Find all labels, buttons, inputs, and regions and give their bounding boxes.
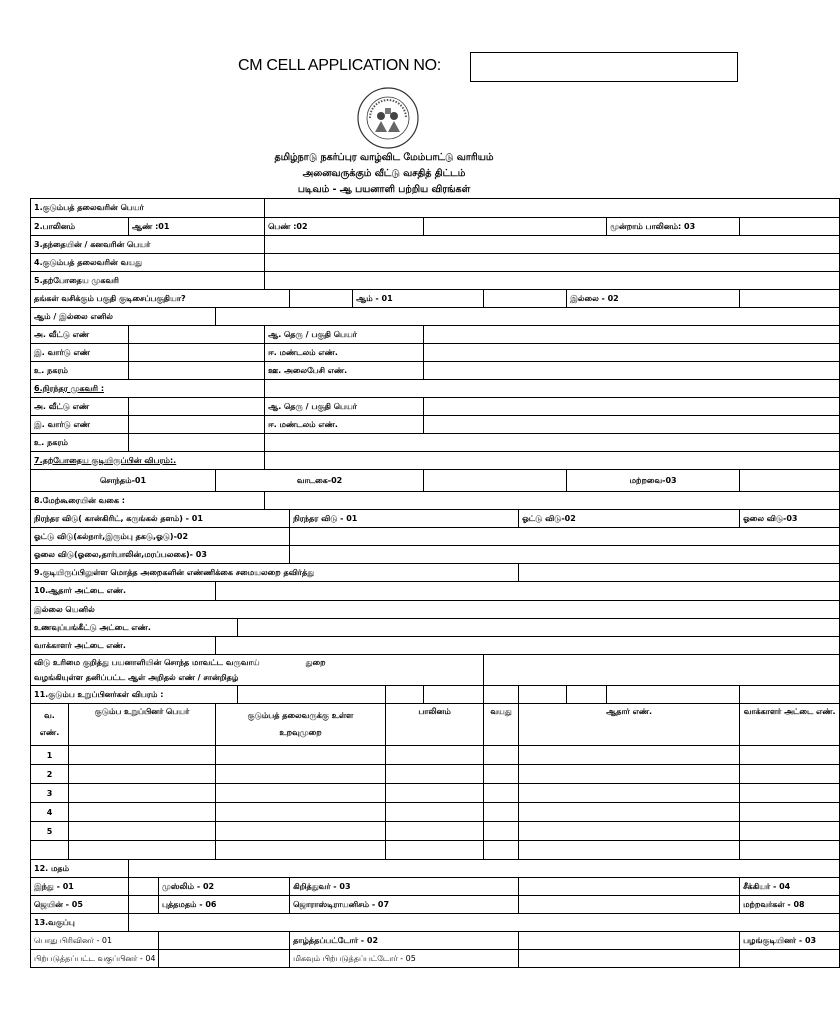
current-ward-no-field[interactable] [129,344,265,362]
member-row-sn: 3 [31,784,69,803]
roof-permanent-option[interactable]: நிரந்தர விடு - 01 [290,510,519,528]
member-age-field[interactable] [484,822,519,841]
member-relation-field[interactable] [216,784,386,803]
current-street-field[interactable] [424,326,840,344]
members-sn-header [31,704,69,746]
members-aadhaar-header: ஆதார் எண். [519,704,740,746]
member-gender-field[interactable] [386,765,484,784]
permanent-street-label: ஆ. தெரு / பகுதி பெயர் [265,398,424,416]
head-age-field[interactable] [265,254,840,272]
religion-zoroastrian-option[interactable]: ஜொராஸ்டிராயனிசம் - 07 [290,896,519,914]
scheme-title: அனைவருக்கும் வீட்டு வசதித் திட்டம் [302,168,466,179]
slum-question-label: தங்கள் வசிக்கும் பகுதி குடிசைப்பகுதியா? [31,290,290,308]
gender-female-box[interactable] [424,218,607,236]
residence-other-box[interactable] [740,470,840,492]
total-rooms-field[interactable] [519,564,840,582]
mobile-no-field[interactable] [424,362,840,380]
member-row-sn: 1 [31,746,69,765]
identity-certificate-line2: வழங்கியுள்ள தனிப்பட்ட ஆள் அறிதல் எண் / சான்றிதழ் [34,673,239,682]
slum-yes-option[interactable]: ஆம் - 01 [353,290,484,308]
member-aadhaar-field[interactable] [519,746,740,765]
head-of-family-name-field[interactable] [265,199,840,218]
current-door-no-field[interactable] [129,326,265,344]
voter-id-no-field[interactable] [216,637,840,655]
residence-rent-option[interactable]: வாடகை-02 [216,470,424,492]
current-city-label: உ. நகரம் [31,362,129,380]
application-number-label: CM CELL APPLICATION NO: [238,57,441,74]
members-relation-header-line2: உறவுமுறை [279,728,322,737]
slum-question-box[interactable] [290,290,353,308]
current-zone-no-label: ஈ. மண்டலம் எண். [265,344,424,362]
current-city-field[interactable] [129,362,265,380]
if-not-available-label: இல்லை யெனில் [31,601,840,619]
member-age-field[interactable] [484,765,519,784]
member-relation-field[interactable] [216,841,386,860]
member-gender-field[interactable] [386,784,484,803]
permanent-zone-no-field[interactable] [424,416,840,434]
current-door-no-label: அ. வீட்டு எண் [31,326,129,344]
community-mbc-box[interactable] [519,950,740,968]
yes-no-if-field[interactable] [216,308,840,326]
form-title: படிவம் - ஆ பயனாளி பற்றிய விரங்கள் [297,184,471,195]
member-gender-field[interactable] [386,803,484,822]
religion-jain-box[interactable] [129,896,159,914]
roof-type-field[interactable] [265,492,840,510]
member-voter-id-field[interactable] [740,765,840,784]
gender-third-option[interactable]: மூன்றாம் பாலினம்: 03 [607,218,740,236]
member-voter-id-field[interactable] [740,746,840,765]
members-relation-header [216,704,386,746]
community-sc-option[interactable]: தாழ்த்தப்பட்டோர் - 02 [290,932,519,950]
residence-other-option[interactable]: மற்றவை-03 [567,470,740,492]
member-relation-field[interactable] [216,765,386,784]
community-st-option[interactable]: பழங்குடியினர் - 03 [740,932,840,950]
member-name-field[interactable] [69,822,216,841]
ration-card-no-label: உணவுப்பங்கீட்டு அட்டை எண். [31,619,238,637]
member-age-field[interactable] [484,841,519,860]
current-ward-no-label: இ. வார்டு எண் [31,344,129,362]
religion-christian-option[interactable]: கிறித்துவர் - 03 [290,878,519,896]
permanent-zone-no-label: ஈ. மண்டலம் எண். [265,416,424,434]
member-aadhaar-field[interactable] [519,841,740,860]
members-relation-header-line1: குடும்பத் தலைவருக்கு உள்ள [247,711,354,720]
community-extra-box[interactable] [740,950,840,968]
religion-buddhist-option[interactable]: புத்தமதம் - 06 [159,896,290,914]
family-members-cell [484,686,519,704]
residence-owned-option[interactable]: சொந்தம்-01 [31,470,216,492]
current-street-label: ஆ. தெரு / பகுதி பெயர் [265,326,424,344]
religion-hindu-option[interactable]: இந்து - 01 [31,878,129,896]
member-voter-id-field[interactable] [740,803,840,822]
application-number-field[interactable] [470,52,738,82]
members-name-header: குடும்ப உறுப்பினர் பெயர் [69,704,216,746]
family-members-cell [386,686,424,704]
permanent-ward-no-field[interactable] [129,416,265,434]
tnuhdb-seal-icon [356,86,420,150]
permanent-address-field[interactable] [265,380,840,398]
gender-male-option[interactable]: ஆண் :01 [129,218,265,236]
member-relation-field[interactable] [216,822,386,841]
permanent-city-field[interactable] [129,434,265,452]
member-voter-id-field[interactable] [740,784,840,803]
slum-yes-box[interactable] [484,290,567,308]
residence-rent-box[interactable] [424,470,567,492]
family-members-cell [567,686,607,704]
member-row-sn: 5 [31,822,69,841]
roof-thatched-detail-option[interactable]: ஓலை விடு(ஓலை,தார்பாலின்,மரப்பலகை)- 03 [31,546,290,564]
residence-details-field[interactable] [265,452,840,470]
member-age-field[interactable] [484,803,519,822]
community-field[interactable] [129,914,840,932]
community-label: 13.வகுப்பு [31,914,129,932]
religion-field[interactable] [129,860,840,878]
member-relation-field[interactable] [216,803,386,822]
religion-jain-option[interactable]: ஜெயின் - 05 [31,896,129,914]
member-aadhaar-field[interactable] [519,822,740,841]
roof-permanent-concrete-option[interactable]: நிரந்தர விடு( கான்கிரிட், கருங்கல் தளம்) - 01 [31,510,290,528]
ration-card-no-field[interactable] [238,619,840,637]
member-aadhaar-field[interactable] [519,784,740,803]
identity-certificate-label [31,655,484,686]
aadhaar-no-field[interactable] [216,582,840,601]
current-zone-no-field[interactable] [424,344,840,362]
family-members-cell [740,686,840,704]
permanent-ward-no-label: இ. வார்டு எண் [31,416,129,434]
family-members-cell [238,686,386,704]
roof-tiled-option[interactable]: ஓட்டு விடு-02 [519,510,740,528]
roof-thatched-detail-field[interactable] [290,546,840,564]
member-aadhaar-field[interactable] [519,765,740,784]
member-gender-field[interactable] [386,746,484,765]
community-bc-option[interactable]: பிற்படுத்தப்பட்ட வகுப்பினர் - 04 [31,950,159,968]
members-sn-header-line1: வ. [44,711,55,720]
religion-hindu-box[interactable] [129,878,159,896]
father-husband-name-label: 3.தந்தையின் / கனவரின் பெயர் [31,236,265,254]
gender-third-box[interactable] [740,218,840,236]
members-voter-id-header: வாக்காளர் அட்டை எண். [740,704,840,746]
aadhaar-no-label: 10.ஆதார் அட்டை எண். [31,582,216,601]
roof-tiled-detail-field[interactable] [290,528,840,546]
gender-female-option[interactable]: பெண் :02 [265,218,424,236]
members-sn-header-line2: எண். [39,728,60,737]
community-bc-box[interactable] [159,950,290,968]
slum-no-option[interactable]: இல்லை - 02 [567,290,740,308]
roof-thatched-option[interactable]: ஓலை விடு-03 [740,510,840,528]
permanent-city-extra[interactable] [265,434,840,452]
religion-label: 12. மதம் [31,860,129,878]
application-form-table [30,198,840,968]
community-sc-box[interactable] [519,932,740,950]
members-gender-header: பாலினம் [386,704,484,746]
family-members-cell [424,686,484,704]
religion-sikh-option[interactable]: சீக்கியர் - 04 [740,878,840,896]
member-name-field[interactable] [69,803,216,822]
member-row-sn: 4 [31,803,69,822]
member-voter-id-field[interactable] [740,841,840,860]
member-name-field[interactable] [69,765,216,784]
member-name-field[interactable] [69,746,216,765]
total-rooms-label: 9.குடியிருப்பிலுள்ள மொத்த அறைகளின் எண்ணிக்கை சமையலறை தவிர்த்து [31,564,519,582]
permanent-address-label: 6.நிரந்தர முகவரி : [31,380,265,398]
permanent-street-field[interactable] [424,398,840,416]
gender-label: 2.பாலினம் [31,218,129,236]
mobile-no-label: ஊ. அலைபேசி எண். [265,362,424,380]
member-name-field[interactable] [69,841,216,860]
father-husband-name-field[interactable] [265,236,840,254]
member-age-field[interactable] [484,746,519,765]
community-general-box[interactable] [159,932,290,950]
member-aadhaar-field[interactable] [519,803,740,822]
member-voter-id-field[interactable] [740,822,840,841]
yes-no-if-label: ஆம் / இல்லை எனில் [31,308,216,326]
member-relation-field[interactable] [216,746,386,765]
member-gender-field[interactable] [386,841,484,860]
family-members-cell [607,686,740,704]
residence-details-label: 7.தற்போதைய குடியிருப்பின் விபரம்:. [31,452,265,470]
permanent-door-no-label: அ. வீட்டு எண் [31,398,129,416]
identity-certificate-line1: விடு உரிமை குறித்து பயனாளியின் சொந்த மாவட்ட வருவாய் [34,658,260,667]
current-address-field[interactable] [265,272,840,290]
current-address-label: 5.தற்போதைய முகவரி [31,272,265,290]
family-members-label: 11.குடும்ப உறுப்பினர்கள் விபரம் : [31,686,238,704]
permanent-door-no-field[interactable] [129,398,265,416]
religion-others-option[interactable]: மற்றவர்கள் - 08 [740,896,840,914]
identity-certificate-dept: துறை [305,658,326,667]
roof-tiled-detail-option[interactable]: ஓட்டு விடு(கல்நார்,இரும்பு தகடு,ஓடு)-02 [31,528,290,546]
members-age-header: வயது [484,704,519,746]
head-age-label: 4.குடும்பத் தலைவரின் வயது [31,254,265,272]
permanent-city-label: உ. நகரம் [31,434,129,452]
community-general-option[interactable]: பொது பிரிவினர் - 01 [31,932,159,950]
identity-certificate-field[interactable] [484,655,840,686]
voter-id-no-label: வாக்காளர் அட்டை எண். [31,637,216,655]
head-of-family-name-label: 1.குடும்பத் தலைவரின் பெயர் [31,199,265,218]
member-age-field[interactable] [484,784,519,803]
family-members-cell [519,686,567,704]
member-row-sn [31,841,69,860]
religion-muslim-option[interactable]: முஸ்லிம் - 02 [159,878,290,896]
religion-christian-box[interactable] [519,878,740,896]
religion-zoroastrian-box[interactable] [519,896,740,914]
member-name-field[interactable] [69,784,216,803]
board-title: தமிழ்நாடு நகர்ப்புர வாழ்விட மேம்பாட்டு வாரியம் [274,152,494,163]
member-row-sn: 2 [31,765,69,784]
slum-no-box[interactable] [740,290,840,308]
member-gender-field[interactable] [386,822,484,841]
roof-type-label: 8.மேற்கூரையின் வகை : [31,492,265,510]
community-mbc-option[interactable]: மிகவும் பிற்படுத்தப்பட்டோர் - 05 [290,950,519,968]
